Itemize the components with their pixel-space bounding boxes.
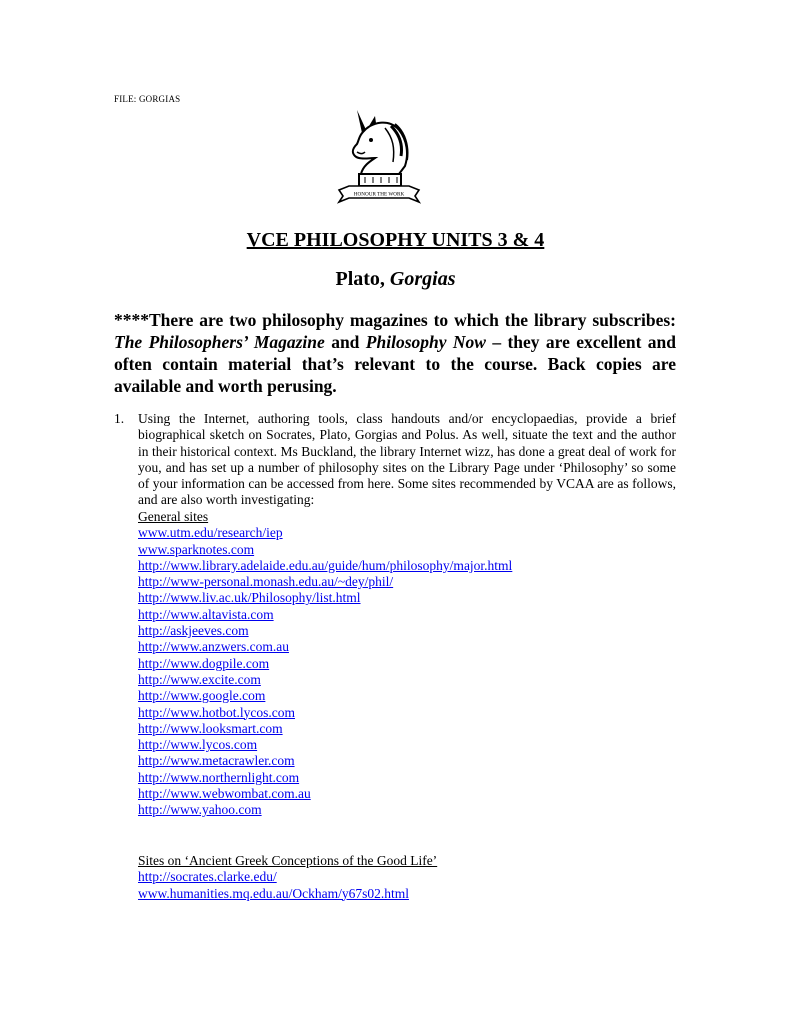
file-label: FILE: GORGIAS: [114, 94, 181, 104]
magazine-notice: [114, 309, 676, 397]
magazine-title-1: The Philosophers’ Magazine: [114, 332, 325, 352]
link-lycos[interactable]: http://www.lycos.com: [138, 737, 258, 753]
notice-text-2: and: [324, 332, 366, 352]
general-sites-section: [138, 509, 512, 819]
unicorn-head: [353, 123, 407, 174]
link-google[interactable]: http://www.google.com: [138, 688, 266, 704]
link-webwombat[interactable]: http://www.webwombat.com.au: [138, 786, 311, 802]
question-text: Using the Internet, authoring tools, class handouts and/or encyclopaedias, provide a brief biographical sketch on Socrates, Plato, Gorgias and Polus. As well, situate the text and the author in their historical context. Ms Buckland, the library Internet wizz, has done a great deal of work for you, and has set up a number of philosophy sites on the Library Page under ‘Philosophy’ so some of your information can be accessed from here. Some sites recommended by VCAA are as follows, and are also worth investigating:: [138, 411, 676, 508]
good-life-sites-section: [138, 853, 437, 902]
link-metacrawler[interactable]: http://www.metacrawler.com: [138, 753, 295, 769]
link-anzwers[interactable]: http://www.anzwers.com.au: [138, 639, 289, 655]
page-title: VCE PHILOSOPHY UNITS 3 & 4: [246, 229, 545, 251]
school-crest-logo: [335, 108, 423, 208]
link-monash[interactable]: http://www-personal.monash.edu.au/~dey/phil/: [138, 574, 394, 590]
link-sparknotes[interactable]: www.sparknotes.com: [138, 541, 255, 557]
general-sites-heading: General sites: [138, 509, 209, 524]
link-adelaide[interactable]: http://www.library.adelaide.edu.au/guide/hum/philosophy/major.html: [138, 557, 513, 573]
subtitle-work: Gorgias: [389, 268, 456, 290]
link-liverpool[interactable]: http://www.liv.ac.uk/Philosophy/list.html: [138, 590, 361, 606]
magazine-title-2: Philosophy Now: [365, 332, 486, 352]
question-number: 1.: [114, 411, 125, 426]
subtitle-prefix: Plato,: [335, 268, 390, 290]
notice-text-3: – they are excellent and often contain material that’s relevant to the course. Back copies are available and worth perusing.: [114, 332, 676, 396]
good-life-sites-heading: Sites on ‘Ancient Greek Conceptions of the Good Life’: [138, 853, 438, 868]
link-ockham[interactable]: www.humanities.mq.edu.au/Ockham/y67s02.html: [138, 885, 409, 901]
page-subtitle: [0, 268, 791, 291]
link-utm[interactable]: www.utm.edu/research/iep: [138, 525, 283, 541]
link-northernlight[interactable]: http://www.northernlight.com: [138, 769, 300, 785]
link-excite[interactable]: http://www.excite.com: [138, 671, 261, 687]
link-socrates-clarke[interactable]: http://socrates.clarke.edu/: [138, 869, 277, 885]
link-altavista[interactable]: http://www.altavista.com: [138, 606, 274, 622]
link-looksmart[interactable]: http://www.looksmart.com: [138, 720, 283, 736]
notice-text-1: ****There are two philosophy magazines to which the library subscribes:: [114, 310, 676, 330]
link-askjeeves[interactable]: http://askjeeves.com: [138, 623, 249, 639]
crest-motto: HONOUR THE WORK: [353, 191, 405, 198]
link-hotbot[interactable]: http://www.hotbot.lycos.com: [138, 704, 295, 720]
link-dogpile[interactable]: http://www.dogpile.com: [138, 655, 270, 671]
link-yahoo[interactable]: http://www.yahoo.com: [138, 802, 262, 818]
